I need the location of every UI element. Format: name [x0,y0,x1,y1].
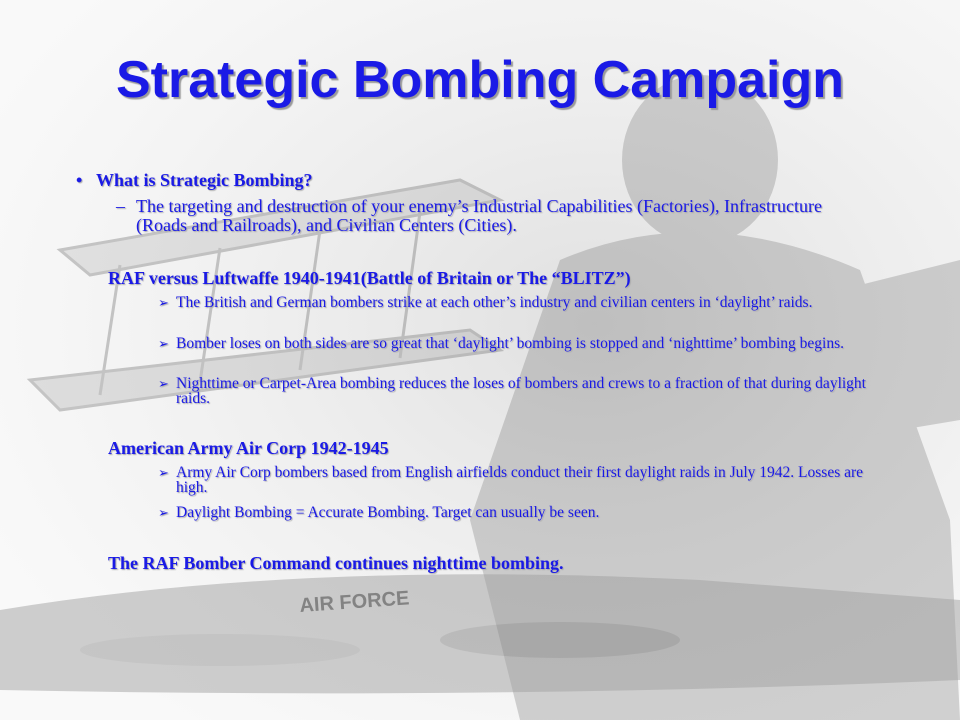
list-item [158,336,878,351]
bullet-icon: • [76,170,83,190]
closing-statement: The RAF Bomber Command continues nighttime bombing. [108,553,564,573]
arrow-bullet-icon: ➢ [158,295,169,310]
question-text: What is Strategic Bombing? [96,170,313,190]
definition-item [116,197,856,235]
list-item [158,505,878,520]
section-heading-usaaf: American Army Air Corp 1942-1945 [108,438,389,458]
list-item-text: Bomber loses on both sides are so great that ‘daylight’ bombing is stopped and ‘nighttime’ bombing begins. [176,335,844,352]
arrow-bullet-icon: ➢ [158,376,169,391]
list-item [158,465,878,495]
list-item-text: Army Air Corp bombers based from English airfields conduct their first daylight raids in July 1942. Losses are high. [176,464,864,496]
section-heading-raf: RAF versus Luftwaffe 1940-1941(Battle of Britain or The “BLITZ”) [108,268,631,288]
list-item [158,295,878,310]
list-item-text: Nighttime or Carpet-Area bombing reduces the loses of bombers and crews to a fraction of that during daylight raids. [176,375,866,407]
list-item-text: The British and German bombers strike at each other’s industry and civilian centers in ‘daylight’ raids. [176,294,813,311]
slide-title: Strategic Bombing Campaign [115,51,845,109]
list-item [158,376,878,406]
dash-icon: – [116,196,125,216]
arrow-bullet-icon: ➢ [158,465,169,480]
definition-text: The targeting and destruction of your enemy’s Industrial Capabilities (Factories), Infrastructure (Roads and Railroads), and Civilian Centers (Cities). [136,196,822,235]
air-force-markings: AIR FORCE [298,587,411,617]
arrow-bullet-icon: ➢ [158,336,169,351]
arrow-bullet-icon: ➢ [158,505,169,520]
list-item-text: Daylight Bombing = Accurate Bombing. Target can usually be seen. [176,504,600,521]
